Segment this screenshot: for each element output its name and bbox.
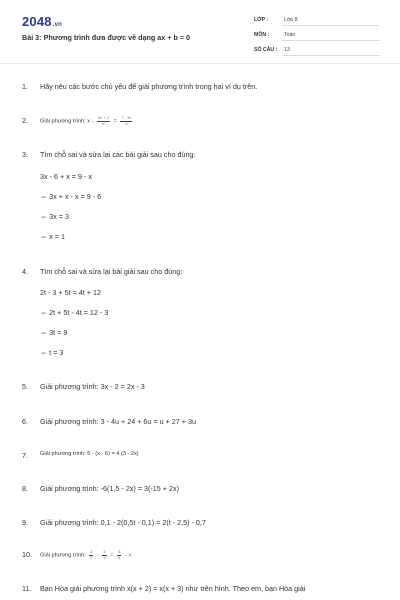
question-number: 9. — [22, 518, 28, 527]
fraction: $\frac{7 - 3x}{4}$ — [121, 115, 132, 126]
question-text: Giải phương trình: 3x - 2 = 2x - 3 — [40, 382, 145, 391]
question-number: 2. — [22, 116, 28, 125]
question-text: Giải phương trình: x - — [40, 118, 94, 125]
question-text-row: Giải phương trình: $\frac{3}{2}$ - $\frac{5}{3}$ = $\frac{5}{8}$ - x — [40, 549, 132, 560]
solution-step: ⇔ 3x + x - x = 9 - 6 — [40, 192, 102, 201]
question-number: 1. — [22, 82, 28, 91]
question-number: 10. — [22, 550, 32, 559]
solution-step: ⇔ 3x = 3 — [40, 212, 69, 221]
solution-step: 2t - 3 + 5t = 4t + 12 — [40, 288, 101, 297]
question-text: Giải phương trình: 3 - 4u + 24 + 6u = u + 27 + 3u — [40, 417, 196, 426]
worksheet-header — [0, 0, 400, 64]
question-text: Giải phương trình: 5 - (x - 6) = 4.(3 - 2x) — [40, 451, 139, 457]
equals-sign: = — [113, 118, 117, 125]
logo-main: 2048 — [22, 14, 52, 29]
meta-key: SỐ CÂU : — [254, 47, 278, 53]
question-number: 3. — [22, 150, 28, 159]
question-text: Giải phương trình: -6(1,5 - 2x) = 3(-15 + 2x) — [40, 484, 179, 493]
fraction: $\frac{3}{2}$ — [90, 549, 93, 560]
logo-suffix: .vn — [52, 22, 63, 28]
solution-step: 3x - 6 + x = 9 - x — [40, 172, 92, 181]
solution-step: ⇔ 3t = 9 — [40, 328, 68, 337]
question-text: Giải phương trình: 0,1 - 2(0,5t - 0,1) = 2(t - 2,5) - 0,7 — [40, 518, 206, 527]
lesson-title: Bài 3: Phương trình đưa được về dạng ax + b = 0 — [22, 33, 191, 42]
question-text: Hãy nêu các bước chủ yếu để giải phương trình trong hai ví dụ trên. — [40, 82, 258, 91]
fraction: $\frac{5x + 2}{6}$ — [98, 115, 110, 126]
fraction: $\frac{5}{3}$ — [103, 549, 106, 560]
question-text-row — [40, 116, 134, 126]
meta-value: Toán — [284, 32, 296, 38]
variable: x — [128, 552, 132, 559]
solution-step: ⇔ 2t + 5t - 4t = 12 - 3 — [40, 308, 109, 317]
fraction: $\frac{5}{8}$ — [118, 549, 121, 560]
meta-value: 13 — [284, 47, 290, 53]
question-number: 4. — [22, 267, 28, 276]
meta-key: LỚP : — [254, 17, 269, 23]
question-text: Tìm chỗ sai và sửa lại các bài giải sau cho đúng: — [40, 150, 196, 159]
solution-step: ⇔ x = 1 — [40, 232, 65, 241]
meta-key: MÔN : — [254, 32, 270, 38]
site-logo[interactable] — [22, 14, 62, 29]
question-number: 5. — [22, 382, 28, 391]
question-number: 6. — [22, 417, 28, 426]
solution-step: ⇔ t = 3 — [40, 348, 64, 357]
question-number: 7. — [22, 451, 28, 460]
question-text: Giải phương trình: — [40, 552, 86, 559]
question-text: Tìm chỗ sai và sửa lại bài giải sau cho đúng: — [40, 267, 183, 276]
question-text: Bạn Hòa giải phương trình x(x + 2) = x(x + 3) như trên hình. Theo em, bạn Hòa giải — [40, 584, 306, 593]
header-divider — [0, 63, 400, 64]
question-number: 11. — [22, 584, 32, 593]
question-number: 8. — [22, 484, 28, 493]
meta-value: Lớp 8 — [284, 17, 298, 23]
